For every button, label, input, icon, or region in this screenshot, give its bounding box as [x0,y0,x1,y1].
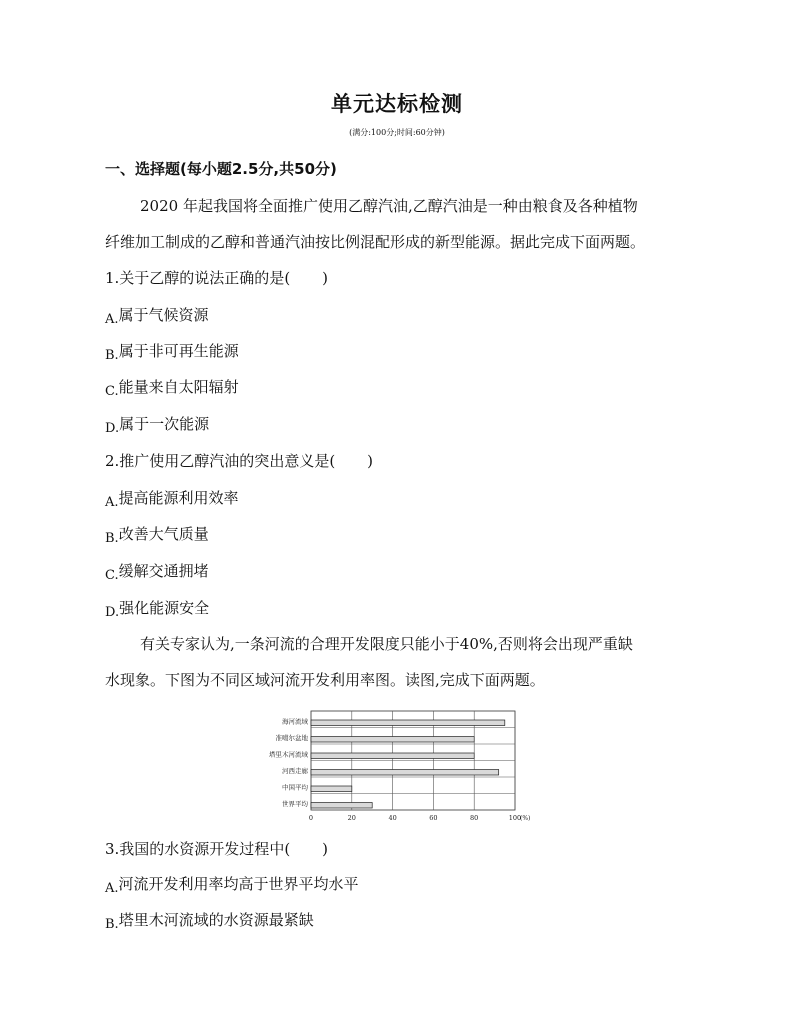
q2-option-c [105,560,209,581]
intro2-line1: 有关专家认为,一条河流的合理开发限度只能小于40%,否则将会出现严重缺 [140,635,633,653]
option-letter: B. [105,531,119,546]
q1-option-d [105,413,209,434]
question-1-close: ) [322,269,329,287]
option-letter: A. [105,312,119,327]
option-letter: D. [105,605,120,620]
question-2-text: 2.推广使用乙醇汽油的突出意义是( [105,452,336,470]
section-heading: 一、选择题(每小题2.5分,共50分) [105,160,337,178]
category-label: 中国平均 [282,783,308,792]
category-label: 世界平均 [282,800,308,808]
tick-label: 40 [388,814,397,822]
bar [311,720,505,726]
option-text: 提高能源利用效率 [118,489,239,507]
option-text: 缓解交通拥堵 [118,562,209,580]
option-letter: B. [105,917,119,932]
tick-label: 20 [347,814,356,822]
option-letter: C. [105,384,119,399]
intro1-line2: 纤维加工制成的乙醇和普通汽油按比例混配形成的新型能源。据此完成下面两题。 [105,233,646,251]
option-letter: A. [105,495,119,510]
q2-option-a [105,487,239,508]
q2-option-d [105,597,209,618]
page-title: 单元达标检测 [331,92,463,116]
question-2-stem [105,450,373,471]
option-text: 能量来自太阳辐射 [118,378,239,396]
option-text: 属于一次能源 [119,415,210,433]
option-letter: D. [105,421,120,436]
chart-bars [311,720,505,808]
bar [311,753,474,759]
intro2-line2: 水现象。下图为不同区域河流开发利用率图。读图,完成下面两题。 [105,671,545,689]
question-3-text: 3.我国的水资源开发过程中( [105,840,291,858]
q3-option-b [105,909,314,930]
option-text: 属于气候资源 [118,306,209,324]
category-label: 塔里木河流域 [269,750,308,759]
category-label: 河西走廊 [282,767,308,775]
intro1-line1: 2020 年起我国将全面推广使用乙醇汽油,乙醇汽油是一种由粮食及各种植物 [140,197,638,215]
river-utilization-chart [250,705,550,823]
q3-option-a [105,873,359,894]
tick-label: 100 [508,814,522,822]
axis-unit-label: (%) [520,815,531,822]
q1-option-c [105,376,239,397]
tick-label: 0 [308,814,314,822]
option-text: 塔里木河流域的水资源最紧缺 [118,911,314,929]
question-2-close: ) [367,452,374,470]
option-text: 强化能源安全 [119,599,210,617]
question-3-close: ) [322,840,329,858]
q1-option-b [105,340,239,361]
page-subtitle: (满分:100分;时间:60分钟) [349,128,445,137]
q2-option-b [105,523,209,544]
category-label: 海河流域 [282,717,308,726]
bar [311,803,372,809]
option-text: 属于非可再生能源 [118,342,239,360]
question-3-stem [105,838,328,859]
tick-label: 80 [470,814,479,822]
q1-option-a [105,304,209,325]
question-1-stem [105,267,328,288]
option-letter: C. [105,568,119,583]
category-label: 准噶尔盆地 [275,734,308,742]
option-letter: B. [105,348,119,363]
option-text: 河流开发利用率均高于世界平均水平 [118,875,359,893]
question-1-text: 1.关于乙醇的说法正确的是( [105,269,291,287]
option-text: 改善大气质量 [118,525,209,543]
tick-label: 60 [429,814,438,822]
bar [311,786,352,792]
bar [311,737,474,743]
bar [311,770,499,776]
option-letter: A. [105,881,119,896]
chart-category-labels [269,717,309,809]
chart-tick-labels [309,814,530,822]
